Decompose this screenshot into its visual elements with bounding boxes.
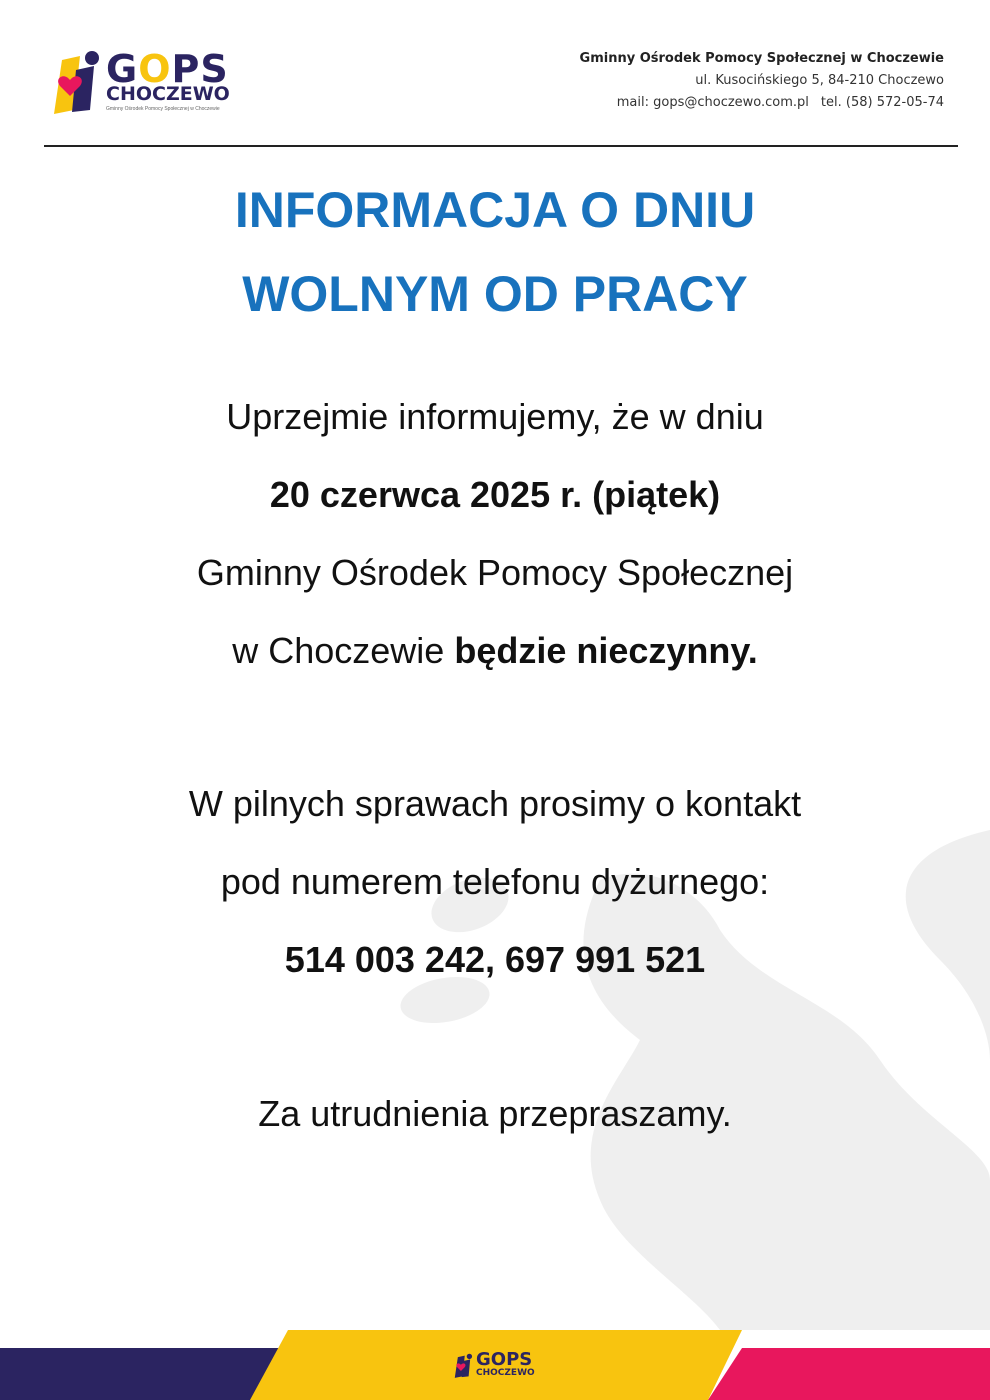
title-line-2: WOLNYM OD PRACY — [242, 266, 748, 322]
notice-line-4-prefix: w Choczewie — [232, 630, 445, 671]
title-line-1: INFORMACJA O DNIU — [234, 182, 756, 238]
gops-logo — [52, 48, 252, 118]
footer-logo-city: CHOCZEWO — [476, 1368, 535, 1378]
organization-name: Gminny Ośrodek Pomocy Społecznej w Choczewie — [579, 51, 944, 66]
notice-line-4-bold: będzie nieczynny. — [454, 630, 758, 671]
urgent-phones: 514 003 242, 697 991 521 — [284, 939, 706, 980]
address: ul. Kusocińskiego 5, 84-210 Choczewo — [695, 73, 944, 88]
notice-paragraph — [0, 378, 990, 690]
notice-date: 20 czerwca 2025 r. (piątek) — [269, 474, 721, 515]
person-with-heart-icon — [52, 50, 104, 116]
logo-tagline: Gminny Ośrodek Pomocy Społecznej w Choczewie — [106, 106, 220, 112]
notice-line-4 — [0, 612, 990, 690]
notice-line-1: Uprzejmie informujemy, że w dniu — [226, 396, 764, 437]
urgent-line-1: W pilnych sprawach prosimy o kontakt — [188, 783, 802, 824]
footer-logo — [454, 1349, 544, 1382]
footer-logo-wordmark: GOPS — [476, 1349, 533, 1370]
closing-paragraph — [0, 1075, 990, 1153]
logo-wordmark: GOPS — [106, 47, 229, 91]
header-divider — [44, 145, 958, 147]
urgent-paragraph — [0, 765, 990, 999]
contact-line — [580, 92, 944, 114]
contact-block — [580, 48, 944, 114]
email: mail: gops@choczewo.com.pl — [616, 95, 809, 110]
logo-city: CHOCZEWO — [106, 83, 230, 105]
person-with-heart-icon — [454, 1352, 474, 1380]
phone: tel. (58) 572-05-74 — [820, 95, 944, 110]
page-title — [0, 168, 990, 336]
closing-line: Za utrudnienia przepraszamy. — [258, 1093, 732, 1134]
urgent-line-2: pod numerem telefonu dyżurnego: — [220, 861, 770, 902]
notice-line-3: Gminny Ośrodek Pomocy Społecznej — [196, 552, 794, 593]
